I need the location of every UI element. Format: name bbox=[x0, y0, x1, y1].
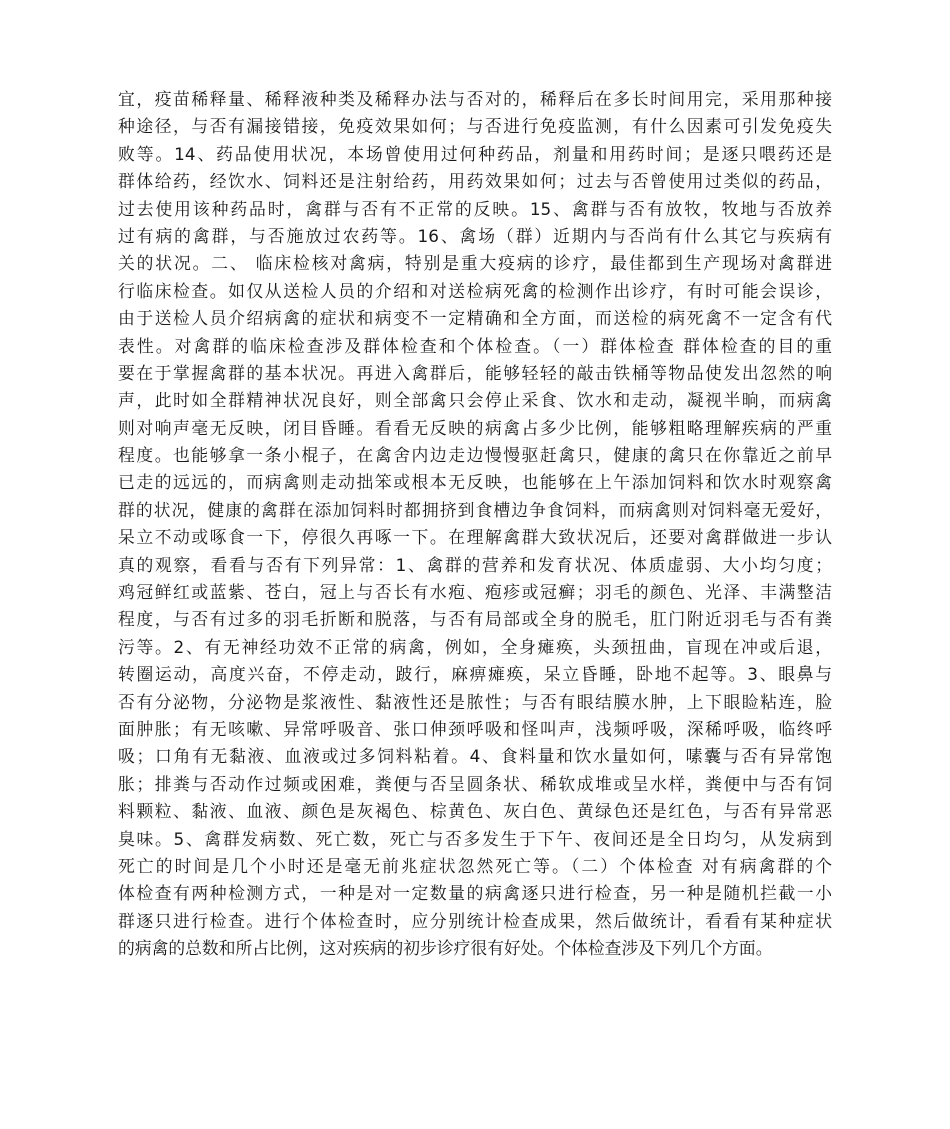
text-line: 呆立不动或啄食一下，停很久再啄一下。在理解禽群大致状况后，还要对禽群做进一步认 bbox=[118, 527, 832, 548]
text-line: 体检查有两种检测方式，一种是对一定数量的病禽逐只进行检查，另一种是随机拦截一小 bbox=[118, 883, 832, 904]
text-line: 真的观察，看看与否有下列异常：1、禽群的营养和发育状况、体质虚弱、大小均匀度； bbox=[118, 554, 832, 575]
text-line: 胀；排粪与否动作过频或困难，粪便与否呈圆条状、稀软成堆或呈水样，粪便中与否有饲 bbox=[118, 773, 832, 794]
text-line: 过有病的禽群，与否施放过农药等。16、禽场（群）近期内与否尚有什么其它与疾病有 bbox=[118, 225, 832, 246]
text-line: 败等。14、药品使用状况，本场曾使用过何种药品，剂量和用药时间；是逐只喂药还是 bbox=[118, 143, 832, 164]
text-line: 污等。2、有无神经功效不正常的病禽，例如，全身瘫痪，头颈扭曲，盲现在冲或后退， bbox=[118, 636, 832, 657]
text-line: 关的状况。二、 临床检核对禽病，特别是重大疫病的诊疗，最佳都到生产现场对禽群进 bbox=[118, 253, 832, 274]
text-line: 面肿胀；有无咳嗽、异常呼吸音、张口伸颈呼吸和怪叫声，浅频呼吸，深稀呼吸，临终呼 bbox=[118, 718, 832, 739]
text-line: 料颗粒、黏液、血液、颜色是灰褐色、棕黄色、灰白色、黄绿色还是红色，与否有异常恶 bbox=[118, 801, 832, 822]
text-line: 群逐只进行检查。进行个体检查时，应分别统计检查成果，然后做统计，看看有某种症状 bbox=[118, 910, 832, 931]
text-line: 死亡的时间是几个小时还是毫无前兆症状忽然死亡等。（二）个体检查 对有病禽群的个 bbox=[118, 855, 832, 876]
text-line: 吸；口角有无黏液、血液或过多饲料粘着。4、食料量和饮水量如何，嗉囊与否有异常饱 bbox=[118, 746, 832, 767]
text-line: 表性。对禽群的临床检查涉及群体检查和个体检查。（一）群体检查 群体检查的目的重 bbox=[118, 335, 832, 356]
text-line: 由于送检人员介绍病禽的症状和病变不一定精确和全方面，而送检的病死禽不一定含有代 bbox=[118, 308, 832, 329]
text-line: 程度，与否有过多的羽毛折断和脱落，与否有局部或全身的脱毛，肛门附近羽毛与否有粪 bbox=[118, 609, 832, 630]
text-line: 宜，疫苗稀释量、稀释液种类及稀释办法与否对的，稀释后在多长时间用完，采用那种接 bbox=[118, 89, 832, 109]
text-line: 行临床检查。如仅从送检人员的介绍和对送检病死禽的检测作出诊疗，有时可能会误诊， bbox=[118, 280, 832, 301]
text-line: 已走的远远的，而病禽则走动拙笨或根本无反映，也能够在上午添加饲料和饮水时观察禽 bbox=[118, 472, 832, 493]
text-line: 群的状况，健康的禽群在添加饲料时都拥挤到食槽边争食饲料，而病禽则对饲料毫无爱好， bbox=[118, 499, 832, 520]
body-text bbox=[118, 86, 832, 963]
text-line: 鸡冠鲜红或蓝紫、苍白，冠上与否长有水疱、疱疹或冠癣；羽毛的颜色、光泽、丰满整洁 bbox=[118, 582, 832, 603]
text-line: 则对响声毫无反映，闭目昏睡。看看无反映的病禽占多少比例，能够粗略理解疾病的严重 bbox=[118, 417, 832, 438]
text-line: 要在于掌握禽群的基本状况。再进入禽群后，能够轻轻的敲击铁桶等物品使发出忽然的响 bbox=[118, 362, 832, 383]
text-line: 臭味。5、禽群发病数、死亡数，死亡与否多发生于下午、夜间还是全日均匀，从发病到 bbox=[118, 828, 832, 849]
text-line: 程度。也能够拿一条小棍子，在禽舍内边走边慢慢驱赶禽只，健康的禽只在你靠近之前早 bbox=[118, 445, 832, 466]
text-line: 声，此时如全群精神状况良好，则全部禽只会停止采食、饮水和走动，凝视半晌，而病禽 bbox=[118, 390, 832, 411]
text-line: 否有分泌物，分泌物是浆液性、黏液性还是脓性；与否有眼结膜水肿，上下眼睑粘连，脸 bbox=[118, 691, 832, 712]
text-line: 群体给药，经饮水、饲料还是注射给药，用药效果如何；过去与否曾使用过类似的药品， bbox=[118, 171, 832, 192]
text-line: 过去使用该种药品时，禽群与否有不正常的反映。15、禽群与否有放牧，牧地与否放养 bbox=[118, 198, 832, 219]
text-line: 的病禽的总数和所占比例，这对疾病的初步诊疗很有好处。个体检查涉及下列几个方面。 bbox=[118, 938, 773, 959]
text-line: 种途径，与否有漏接错接，免疫效果如何；与否进行免疫监测，有什么因素可引发免疫失 bbox=[118, 116, 832, 137]
text-line: 转圈运动，高度兴奋，不停走动，跛行，麻痹瘫痪，呆立昏睡，卧地不起等。3、眼鼻与 bbox=[118, 664, 832, 685]
